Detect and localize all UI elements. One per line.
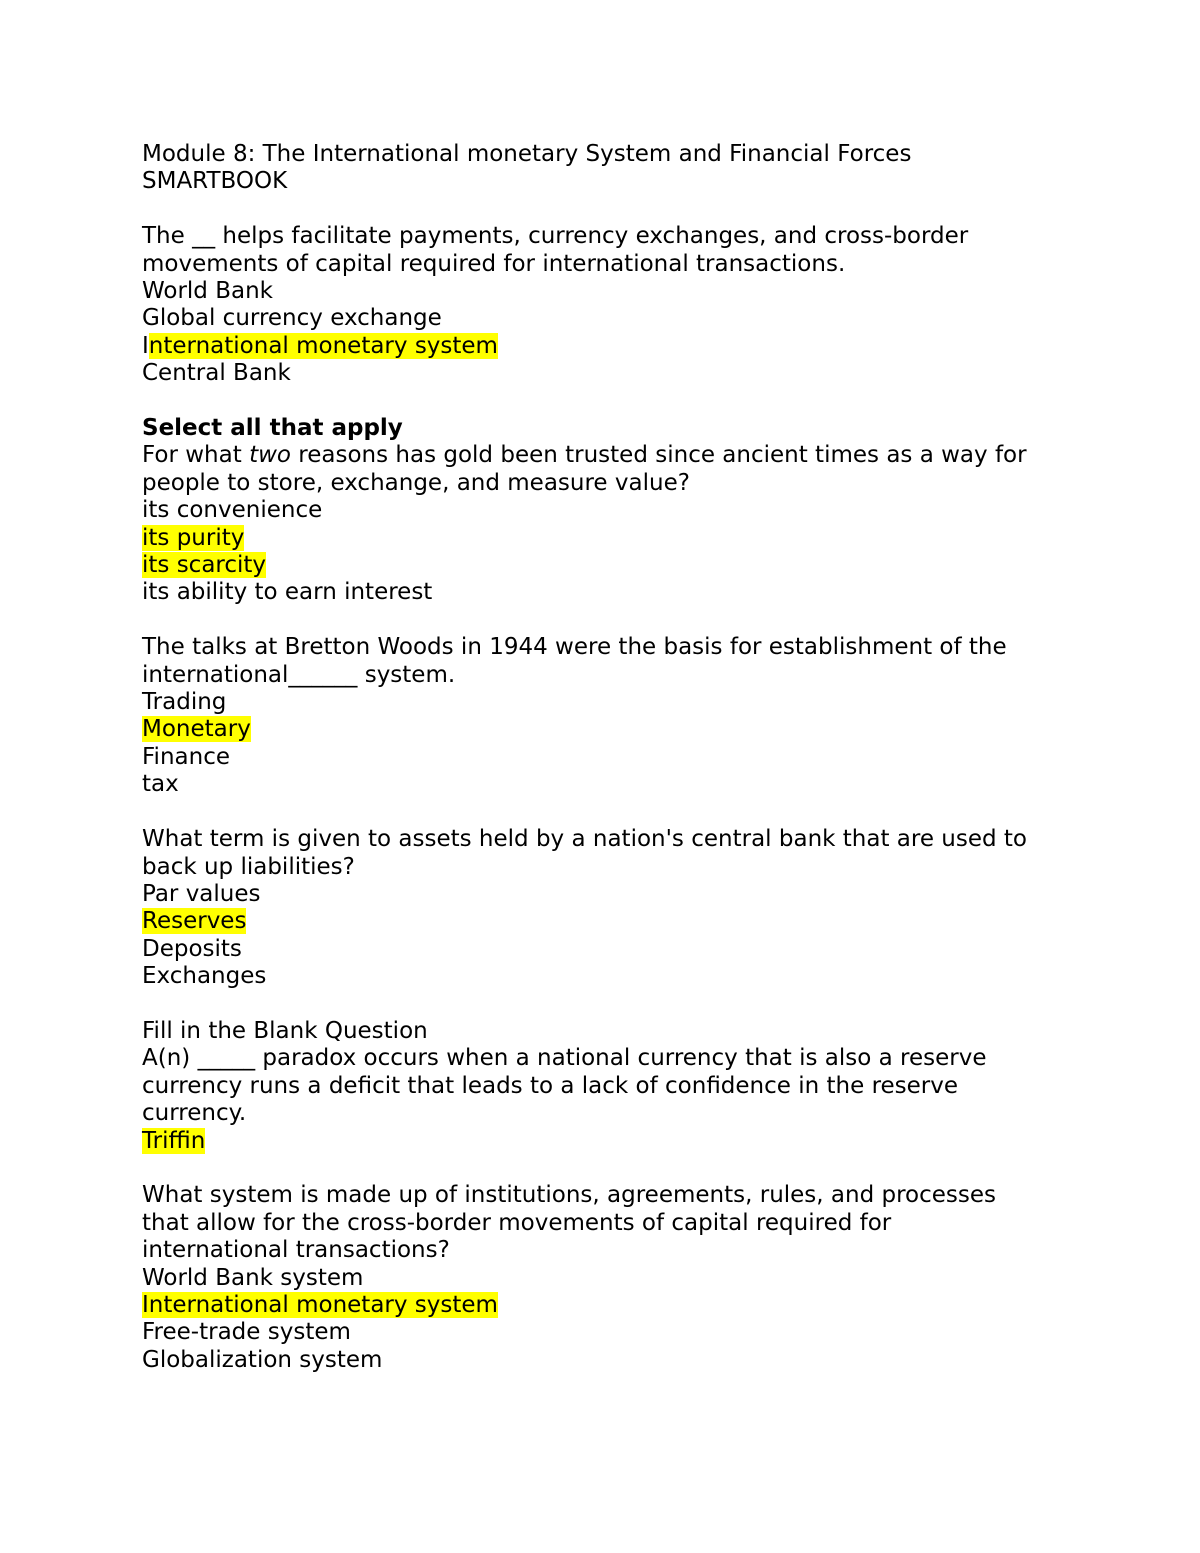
q4-option-3: Deposits <box>142 935 242 962</box>
q5-label: Fill in the Blank Question <box>142 1017 428 1044</box>
q6-stem-line-2: that allow for the cross-border movements of capital required for <box>142 1209 892 1236</box>
q6-option-1: World Bank system <box>142 1264 364 1291</box>
q2-option-2-correct <box>142 525 1072 552</box>
q3-stem-line-1: The talks at Bretton Woods in 1944 were the basis for establishment of the <box>142 634 1007 661</box>
q1-option-2: Global currency exchange <box>142 305 442 332</box>
q4-option-2-correct <box>142 908 1072 935</box>
q6-stem-line-3: international transactions? <box>142 1237 450 1264</box>
document-title: Module 8: The International monetary System and Financial Forces <box>142 141 912 167</box>
spacer <box>142 1155 1072 1182</box>
q2-stem-line-2: people to store, exchange, and measure value? <box>142 469 690 496</box>
q2-option-4: its ability to earn interest <box>142 579 433 606</box>
q1-option-1: World Bank <box>142 278 273 305</box>
q2-option-3-correct <box>142 552 1072 579</box>
spacer <box>142 607 1072 634</box>
q1-option-3-correct <box>142 333 1072 360</box>
document-subtitle: SMARTBOOK <box>142 168 288 195</box>
q5-stem-line-2: currency runs a deficit that leads to a lack of confidence in the reserve <box>142 1072 959 1099</box>
q3-option-2-correct <box>142 716 1072 743</box>
q1-option-4: Central Bank <box>142 360 291 387</box>
q5-stem-line-3: currency. <box>142 1100 247 1127</box>
q3-option-1: Trading <box>142 689 227 716</box>
q2-option-1: its convenience <box>142 497 323 524</box>
q4-stem-line-1: What term is given to assets held by a nation's central bank that are used to <box>142 826 1028 853</box>
q6-option-4: Globalization system <box>142 1346 383 1373</box>
q3-stem-line-2: international______ system. <box>142 661 456 688</box>
q1-stem-line-1: The __ helps facilitate payments, currency exchanges, and cross-border <box>142 223 969 250</box>
q2-stem-post: reasons has gold been trusted since ancient times as a way for <box>290 442 1027 469</box>
q2-option-2-highlight: its purity <box>142 524 245 551</box>
q5-stem-line-1: A(n) _____ paradox occurs when a national currency that is also a reserve <box>142 1045 987 1072</box>
q6-option-2-correct <box>142 1292 1072 1319</box>
q2-instruction: Select all that apply <box>142 415 403 442</box>
spacer <box>142 991 1072 1018</box>
q4-option-2-highlight: Reserves <box>142 908 247 935</box>
q6-option-3: Free-trade system <box>142 1319 351 1346</box>
q2-stem-pre: For what <box>142 442 250 469</box>
q2-option-3-highlight: its scarcity <box>142 552 267 579</box>
q4-option-1: Par values <box>142 880 261 907</box>
q4-stem-line-2: back up liabilities? <box>142 853 355 880</box>
q4-option-4: Exchanges <box>142 963 267 990</box>
q6-stem-line-1: What system is made up of institutions, agreements, rules, and processes <box>142 1182 997 1209</box>
document-page <box>142 141 1072 1374</box>
q1-stem-line-2: movements of capital required for international transactions. <box>142 250 846 277</box>
q3-option-3: Finance <box>142 743 230 770</box>
q5-answer-correct <box>142 1128 1072 1155</box>
spacer <box>142 196 1072 223</box>
q2-stem-line-1 <box>142 442 1072 469</box>
q1-option-3-prefix: I <box>142 332 149 359</box>
q6-option-2-highlight: International monetary system <box>142 1291 498 1318</box>
spacer <box>142 799 1072 826</box>
q3-option-2-highlight: Monetary <box>142 716 251 743</box>
q3-option-4: tax <box>142 771 179 798</box>
q2-stem-emphasis: two <box>249 442 291 469</box>
spacer <box>142 388 1072 415</box>
q5-answer-highlight: Triffin <box>142 1127 206 1154</box>
q1-option-3-highlight: nternational monetary system <box>148 332 498 359</box>
